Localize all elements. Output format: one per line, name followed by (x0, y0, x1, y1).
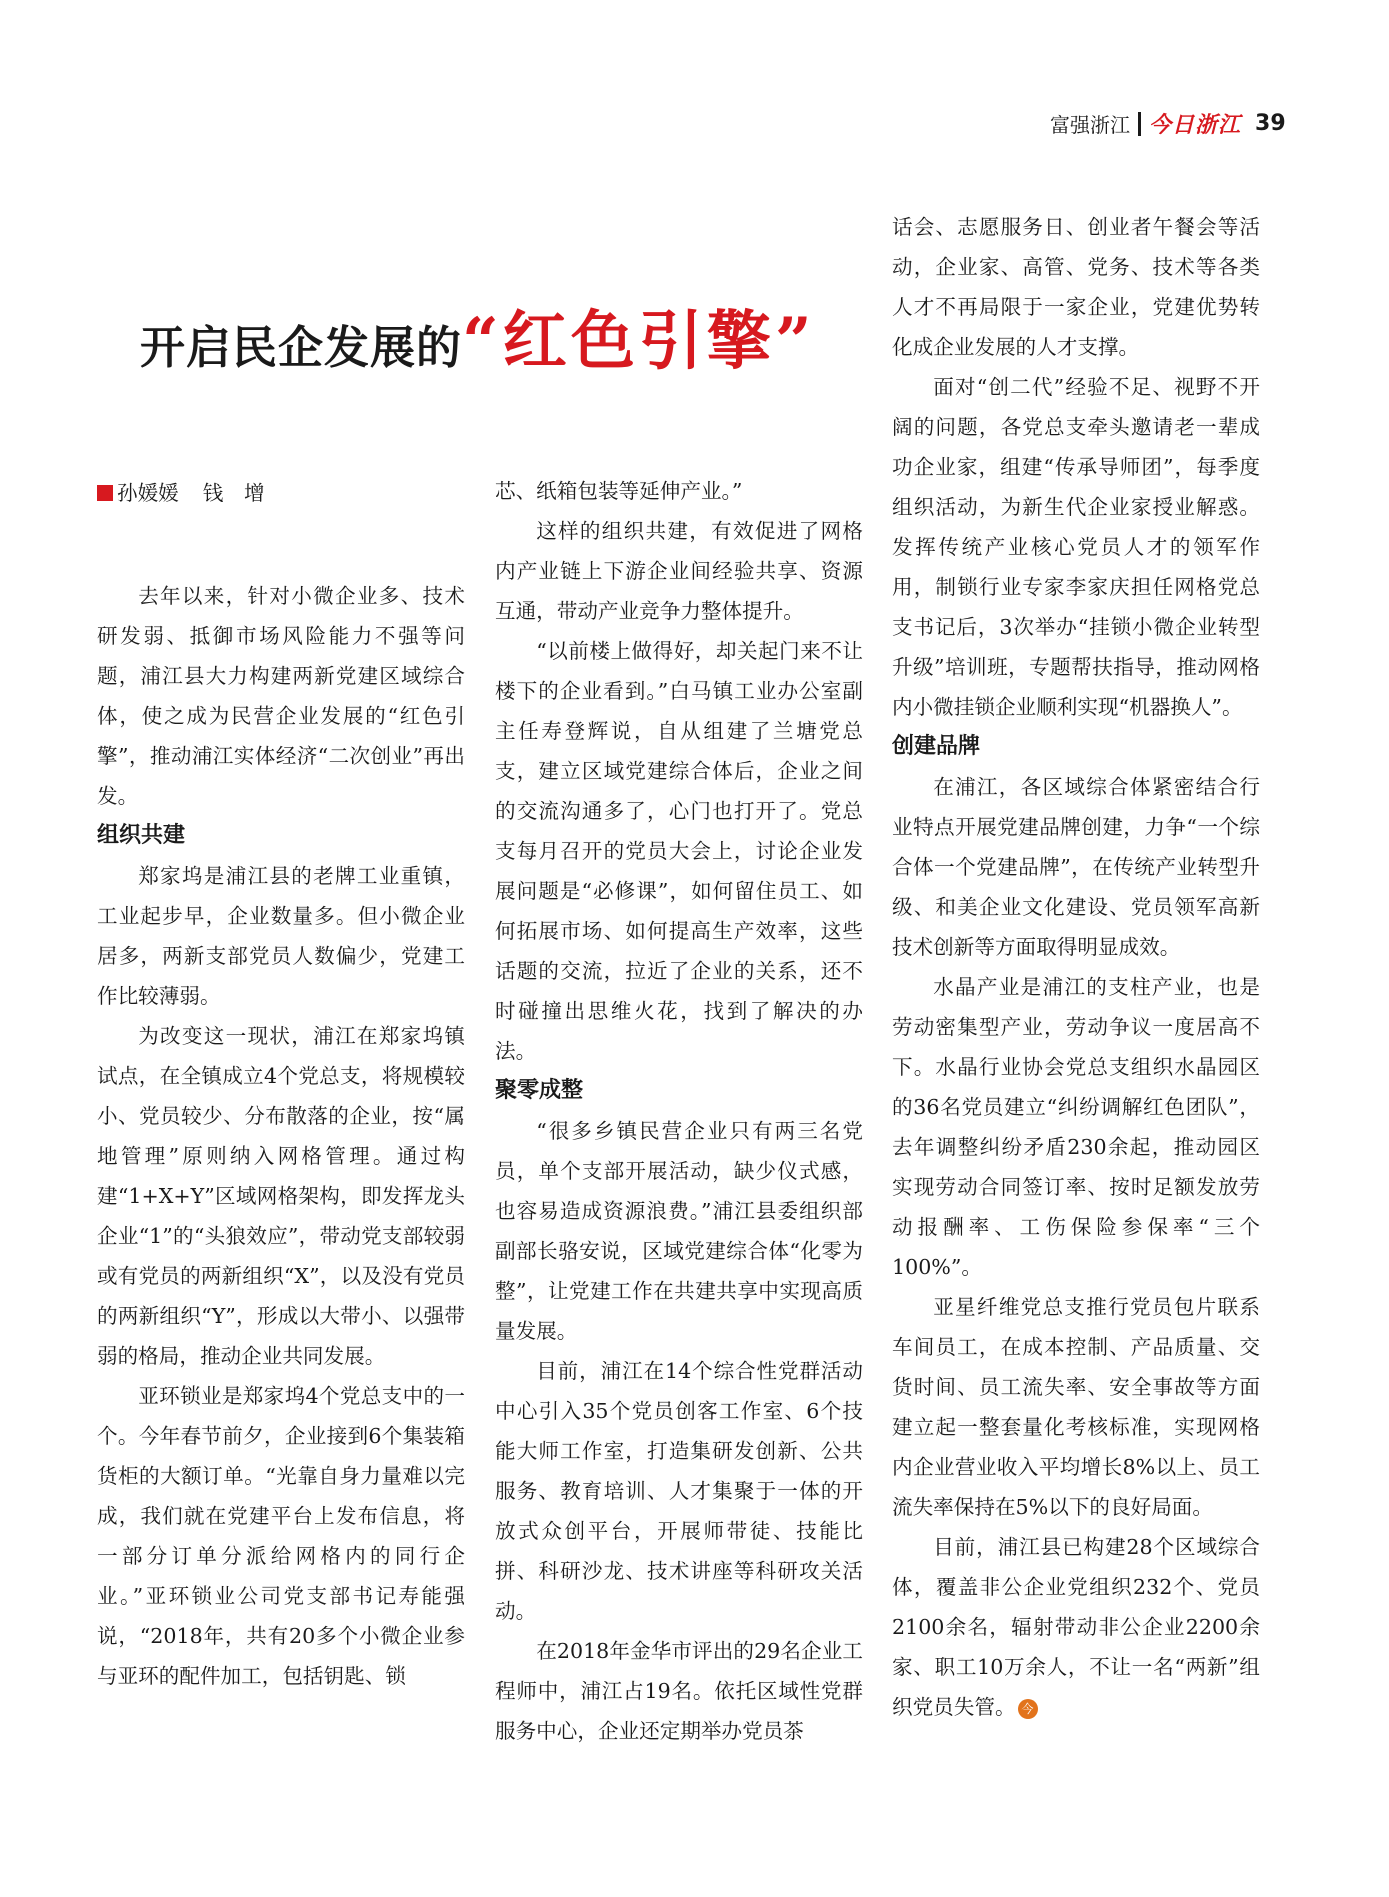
paragraph: “以前楼上做得好，却关起门来不让楼下的企业看到。”白马镇工业办公室副主任寿登辉说，自从组建了兰塘党总支，建立区域党建综合体后，企业之间的交流沟通多了，心门也打开了。党总支每月召开的党员大会上，讨论企业发展问题是“必修课”，如何留住员工、如何拓展市场、如何提高生产效率，这些话题的交流，拉近了企业的关系，还不时碰撞出思维火花，找到了解决的办法。 (495, 639, 863, 1063)
paragraph (892, 1527, 1260, 1727)
end-mark-icon: 今 (1018, 1699, 1038, 1719)
author-2: 钱 增 (202, 481, 265, 505)
intro-paragraph: 去年以来，针对小微企业多、技术研发弱、抵御市场风险能力不强等问题，浦江县大力构建两新党建区域综合体，使之成为民营企业发展的“红色引擎”，推动浦江实体经济“二次创业”再出发。 (97, 584, 465, 808)
paragraph-continued: 话会、志愿服务日、创业者午餐会等活动，企业家、高管、党务、技术等各类人才不再局限于一家企业，党建优势转化成企业发展的人才支撑。 (892, 215, 1260, 359)
byline (97, 473, 465, 513)
byline-marker-icon (97, 485, 113, 501)
paragraph: 亚星纤维党总支推行党员包片联系车间员工，在成本控制、产品质量、交货时间、员工流失率、安全事故等方面建立起一整套量化考核标准，实现网格内企业营业收入平均增长8%以上、员工流失率保持在5%以下的良好局面。 (892, 1295, 1260, 1519)
paragraph: 在2018年金华市评出的29名企业工程师中，浦江占19名。依托区域性党群服务中心，企业还定期举办党员茶 (495, 1639, 863, 1743)
paragraph: 为改变这一现状，浦江在郑家坞镇试点，在全镇成立4个党总支，将规模较小、党员较少、分布散落的企业，按“属地管理”原则纳入网格管理。通过构建“1+X+Y”区域网格架构，即发挥龙头企业“1”的“头狼效应”，带动党支部较弱或有党员的两新组织“X”，以及没有党员的两新组织“Y”，形成以大带小、以强带弱的格局，推动企业共同发展。 (97, 1024, 465, 1368)
paragraph: “很多乡镇民营企业只有两三名党员，单个支部开展活动，缺少仪式感，也容易造成资源浪费。”浦江县委组织部副部长骆安说，区域党建综合体“化零为整”，让党建工作在共建共享中实现高质量发展。 (495, 1119, 863, 1343)
paragraph: 郑家坞是浦江县的老牌工业重镇，工业起步早，企业数量多。但小微企业居多，两新支部党员人数偏少，党建工作比较薄弱。 (97, 864, 465, 1008)
paragraph: 在浦江，各区域综合体紧密结合行业特点开展党建品牌创建，力争“一个综合体一个党建品牌”，在传统产业转型升级、和美企业文化建设、党员领军高新技术创新等方面取得明显成效。 (892, 775, 1260, 959)
paragraph: 目前，浦江在14个综合性党群活动中心引入35个党员创客工作室、6个技能大师工作室，打造集研发创新、公共服务、教育培训、人才集聚于一体的开放式众创平台，开展师带徒、技能比拼、科研沙龙、技术讲座等科研攻关活动。 (495, 1359, 863, 1623)
page-number: 39 (1255, 111, 1286, 136)
paragraph: 亚环锁业是郑家坞4个党总支中的一个。今年春节前夕，企业接到6个集装箱货柜的大额订单。“光靠自身力量难以完成，我们就在党建平台上发布信息，将一部分订单分派给网格内的同行企业。”亚环锁业公司党支部书记寿能强说，“2018年，共有20多个小微企业参与亚环的配件加工，包括钥匙、锁 (97, 1384, 465, 1688)
paragraph: 面对“创二代”经验不足、视野不开阔的问题，各党总支牵头邀请老一辈成功企业家，组建“传承导师团”，每季度组织活动，为新生代企业家授业解惑。发挥传统产业核心党员人才的领军作用，制锁行业专家李家庆担任网格党总支书记后，3次举办“挂锁小微企业转型升级”培训班，专题帮扶指导，推动网格内小微挂锁企业顺利实现“机器换人”。 (892, 375, 1260, 719)
section-heading-3: 创建品牌 (892, 734, 981, 759)
page-header (1050, 108, 1286, 139)
magazine-logo: 今日浙江 (1149, 113, 1242, 138)
section-heading-2: 聚零成整 (495, 1078, 584, 1103)
final-paragraph-text: 目前，浦江县已构建28个区域综合体，覆盖非公企业党组织232个、党员2100余名，辐射带动非公企业2200余家、职工10万余人，不让一名“两新”组织党员失管。 (892, 1535, 1260, 1719)
column-2 (495, 471, 863, 1751)
section-heading-1: 组织共建 (97, 823, 186, 848)
column-1 (97, 473, 465, 1696)
header-divider (1138, 112, 1141, 136)
author-1: 孙媛媛 (117, 481, 179, 505)
article-title (140, 290, 816, 382)
section-label: 富强浙江 (1050, 113, 1130, 137)
paragraph: 水晶产业是浦江的支柱产业，也是劳动密集型产业，劳动争议一度居高不下。水晶行业协会党总支组织水晶园区的36名党员建立“纠纷调解红色团队”，去年调整纠纷矛盾230余起，推动园区实现劳动合同签订率、按时足额发放劳动报酬率、工伤保险参保率“三个100%”。 (892, 975, 1260, 1279)
title-highlight: “红色引擎” (462, 304, 816, 379)
paragraph-continued: 芯、纸箱包装等延伸产业。” (495, 479, 743, 503)
column-3 (892, 207, 1260, 1727)
title-plain: 开启民企发展的 (140, 321, 463, 374)
paragraph: 这样的组织共建，有效促进了网格内产业链上下游企业间经验共享、资源互通，带动产业竞争力整体提升。 (495, 519, 863, 623)
